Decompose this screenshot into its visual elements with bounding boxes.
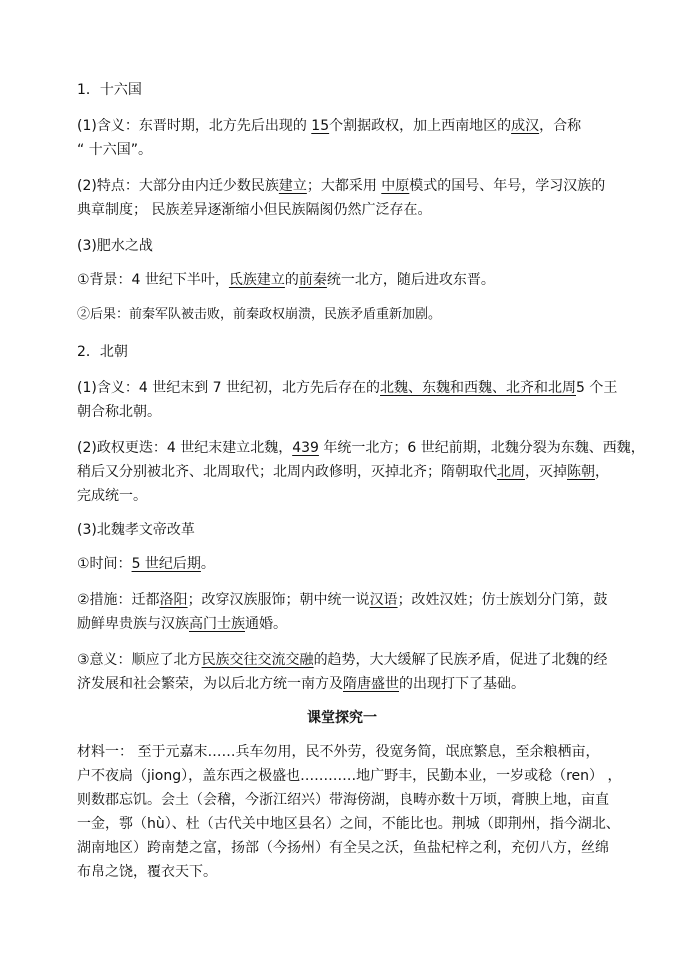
material-line2: 户不夜扃（jiong），盖东西之极盛也…………地广野丰，民勤本业，一岁或稔（ren） ， [77,768,622,784]
underline-dizu: 氐族建立 [228,272,285,288]
text: ；大都采用 [306,178,382,194]
underline-suitang: 隋唐盛世 [343,676,399,692]
text: ③意义：顺应了北方 [77,652,202,668]
para-features-line1 [77,174,617,198]
material-line6: 布帛之饶，覆衣天下。 [77,864,217,880]
heading-feishui: (3)肥水之战 [77,238,153,254]
para-nc-meaning-line2: 朝合称北朝。 [77,404,161,420]
text: 统一北方，随后进攻东晋。 [326,272,495,288]
para-measures-line2 [77,612,617,636]
text: 励鲜卑贵族与汉族 [77,616,189,632]
underline-15: 15 [311,118,330,134]
para-significance-line1 [77,648,617,672]
text: ，灭掉 [525,464,567,480]
heading-northern-dynasties: 2．北朝 [77,344,128,360]
underline-chenghan: 成汉 [511,118,540,134]
underline-jianli: 建立 [278,178,307,194]
underline-chenchao: 陈朝 [567,464,595,480]
text: (1)含义：东晋时期，北方先后出现的 [77,118,312,134]
para-meaning-line2: “ 十六国”。 [77,142,152,158]
text: 的趋势，大大缓解了民族矛盾，促进了北魏的经 [313,652,608,668]
para-regime-line2 [77,460,617,484]
text: (1)含义：4 世纪末到 7 世纪初，北方先后存在的 [77,380,380,396]
text: 模式的国号、年号，学习汉族的 [409,178,606,194]
para-regime-line3: 完成统一。 [77,488,147,504]
text: ；改穿汉族服饰；朝中统一说 [187,592,370,608]
underline-luoyang: 洛阳 [159,592,188,608]
text: ①背景：4 世纪下半叶， [77,272,229,288]
underline-beizhou: 北周 [497,464,525,480]
para-nc-meaning-line1 [77,376,617,400]
text: 。 [200,556,215,572]
material-line3: 则数郡忘饥。会土（会稽，今浙江绍兴）带海傍湖，良畴亦数十万顷，膏腴上地，亩直 [77,792,609,808]
material-line5: 湖南地区）跨南楚之富，扬部（今扬州）有全吴之沃，鱼盐杞梓之利，充仞八方，丝绵 [77,840,609,856]
text: 稍后又分别被北齐、北周取代；北周内政修明，灭掉北齐；隋朝取代 [77,464,497,480]
material-line1: 材料一： 至于元嘉末……兵车勿用，民不外劳，役宽务简，氓庶繁息，至余粮栖亩， [77,744,600,760]
para-features-line2: 典章制度； 民族差异逐渐缩小但民族隔阂仍然广泛存在。 [77,202,432,218]
text: 通婚。 [245,616,287,632]
underline-qianqin: 前秦 [298,272,327,288]
underline-dynasties: 北魏、东魏和西魏、北齐和北周 [380,380,576,396]
text: ，合称 [539,118,582,134]
text: (2)政权更迭：4 世纪末建立北魏， [77,440,293,456]
underline-5th-century: 5 世纪后期 [131,556,201,572]
text: 的出现打下了基础。 [399,676,525,692]
text: ②措施：迁都 [77,592,160,608]
material-line4: 一金，鄠（hù）、杜（古代关中地区县名）之间，不能比也。荆城（即荆州，指今湖北、 [77,816,620,832]
para-consequence: ②后果：前秦军队被击败，前秦政权崩溃，民族矛盾重新加剧。 [77,307,442,322]
underline-439: 439 [292,440,319,456]
para-meaning-line1 [77,114,617,138]
text: 个割据政权，加上西南地区的 [329,118,512,134]
text: 的 [284,272,299,288]
text: (2)特点：大部分由内迁少数民族 [77,178,279,194]
text: 5 个王 [576,380,618,396]
heading-reform: (3)北魏孝文帝改革 [77,522,195,538]
para-time [77,552,617,576]
text: ①时间： [77,556,132,572]
text: 年统一北方；6 世纪前期，北魏分裂为东魏、西魏， [318,440,645,456]
text: ， [595,464,609,480]
para-regime-line1 [77,436,645,460]
section-title: 课堂探究一 [307,710,377,726]
underline-gaomen: 高门士族 [189,616,245,632]
para-background [77,268,617,292]
underline-hanyu: 汉语 [369,592,398,608]
underline-minzu: 民族交往交流交融 [201,652,314,668]
underline-zhongyuan: 中原 [381,178,410,194]
heading-sixteen-kingdoms: 1．十六国 [77,82,142,98]
para-measures-line1 [77,588,617,612]
text: ；改姓汉姓；仿士族划分门第，鼓 [397,592,608,608]
para-significance-line2 [77,672,617,696]
text: 济发展和社会繁荣，为以后北方统一南方及 [77,676,343,692]
